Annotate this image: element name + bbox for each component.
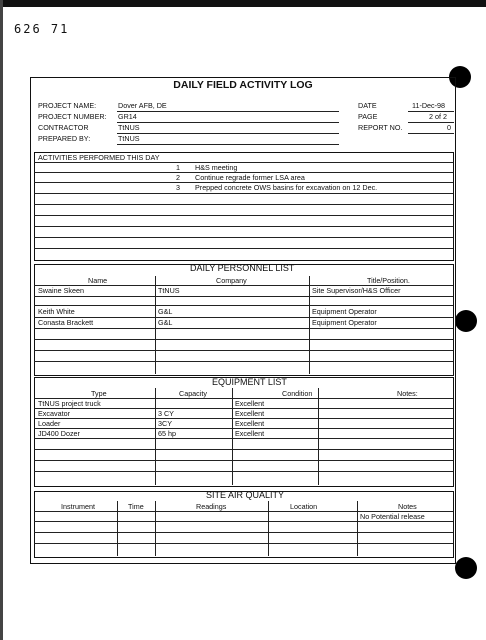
form-title: DAILY FIELD ACTIVITY LOG — [173, 79, 313, 91]
personnel-row-title: Equipment Operator — [312, 318, 377, 327]
personnel-row-company: G&L — [158, 307, 173, 316]
equipment-row-condition: Excellent — [235, 419, 265, 428]
equipment-header-condition: Condition — [282, 389, 313, 398]
equipment-row-capacity: 3 CY — [158, 409, 174, 418]
activity-num-1: 1 — [176, 163, 180, 172]
contractor-value: TtNUS — [118, 123, 140, 132]
handwritten-note: 626 71 — [14, 22, 70, 36]
personnel-row-title: Equipment Operator — [312, 307, 377, 316]
air-header-time: Time — [128, 502, 144, 511]
personnel-row-name: Conasta Brackett — [38, 318, 94, 327]
activity-text-2: Continue regrade former LSA area — [195, 173, 305, 182]
personnel-row-title: Site Supervisor/H&S Officer — [312, 286, 401, 295]
air-header-notes: Notes — [398, 502, 417, 511]
page-value: 2 of 2 — [429, 112, 447, 121]
personnel-header-title: Title/Position. — [367, 276, 410, 285]
binder-hole-bottom — [455, 557, 477, 579]
equipment-row-capacity: 65 hp — [158, 429, 176, 438]
activity-num-2: 2 — [176, 173, 180, 182]
report-no-underline — [408, 133, 454, 134]
personnel-row-company: TtNUS — [158, 286, 180, 295]
activity-text-1: H&S meeting — [195, 163, 238, 172]
personnel-row-name: Swaine Skeen — [38, 286, 84, 295]
scan-left-edge — [0, 0, 3, 640]
equipment-row-type: JD400 Dozer — [38, 429, 80, 438]
personnel-title: DAILY PERSONNEL LIST — [190, 263, 295, 273]
project-number-label: PROJECT NUMBER: — [38, 112, 107, 121]
air-header-location: Location — [290, 502, 318, 511]
air-header-instrument: Instrument — [61, 502, 95, 511]
report-no-value: 0 — [447, 123, 451, 132]
equipment-row-type: TtNUS project truck — [38, 399, 101, 408]
equipment-header-capacity: Capacity — [179, 389, 207, 398]
equipment-row-condition: Excellent — [235, 399, 265, 408]
personnel-header-company: Company — [216, 276, 247, 285]
air-header-readings: Readings — [196, 502, 227, 511]
project-number-underline — [117, 122, 339, 123]
air-row-notes: No Potential release — [360, 512, 425, 521]
page-label: PAGE — [358, 112, 378, 121]
air-quality-section — [34, 491, 454, 558]
personnel-row-company: G&L — [158, 318, 173, 327]
project-name-value: Dover AFB, DE — [118, 101, 167, 110]
project-name-label: PROJECT NAME: — [38, 101, 97, 110]
contractor-underline — [117, 133, 339, 134]
equipment-row-type: Loader — [38, 419, 61, 428]
equipment-header-type: Type — [91, 389, 107, 398]
scan-top-edge — [0, 0, 486, 7]
equipment-header-notes: Notes: — [397, 389, 418, 398]
personnel-row-name: Keith White — [38, 307, 75, 316]
equipment-row-capacity: 3CY — [158, 419, 172, 428]
activities-section — [34, 152, 454, 261]
equipment-row-type: Excavator — [38, 409, 70, 418]
personnel-header-name: Name — [88, 276, 108, 285]
prepared-by-value: TtNUS — [118, 134, 140, 143]
equipment-title: EQUIPMENT LIST — [212, 377, 287, 387]
prepared-by-label: PREPARED BY: — [38, 134, 91, 143]
project-name-underline — [117, 111, 339, 112]
activities-title: ACTIVITIES PERFORMED THIS DAY — [38, 153, 160, 162]
report-no-label: REPORT NO. — [358, 123, 403, 132]
date-value: 11-Dec-98 — [412, 101, 446, 110]
activity-text-3: Prepped concrete OWS basins for excavation on 12 Dec. — [195, 183, 378, 192]
air-quality-title: SITE AIR QUALITY — [206, 490, 285, 500]
contractor-label: CONTRACTOR — [38, 123, 89, 132]
equipment-row-condition: Excellent — [235, 409, 265, 418]
project-number-value: GR14 — [118, 112, 137, 121]
binder-hole-middle — [455, 310, 477, 332]
activity-num-3: 3 — [176, 183, 180, 192]
date-label: DATE — [358, 101, 377, 110]
equipment-row-condition: Excellent — [235, 429, 265, 438]
prepared-by-underline — [117, 144, 339, 145]
